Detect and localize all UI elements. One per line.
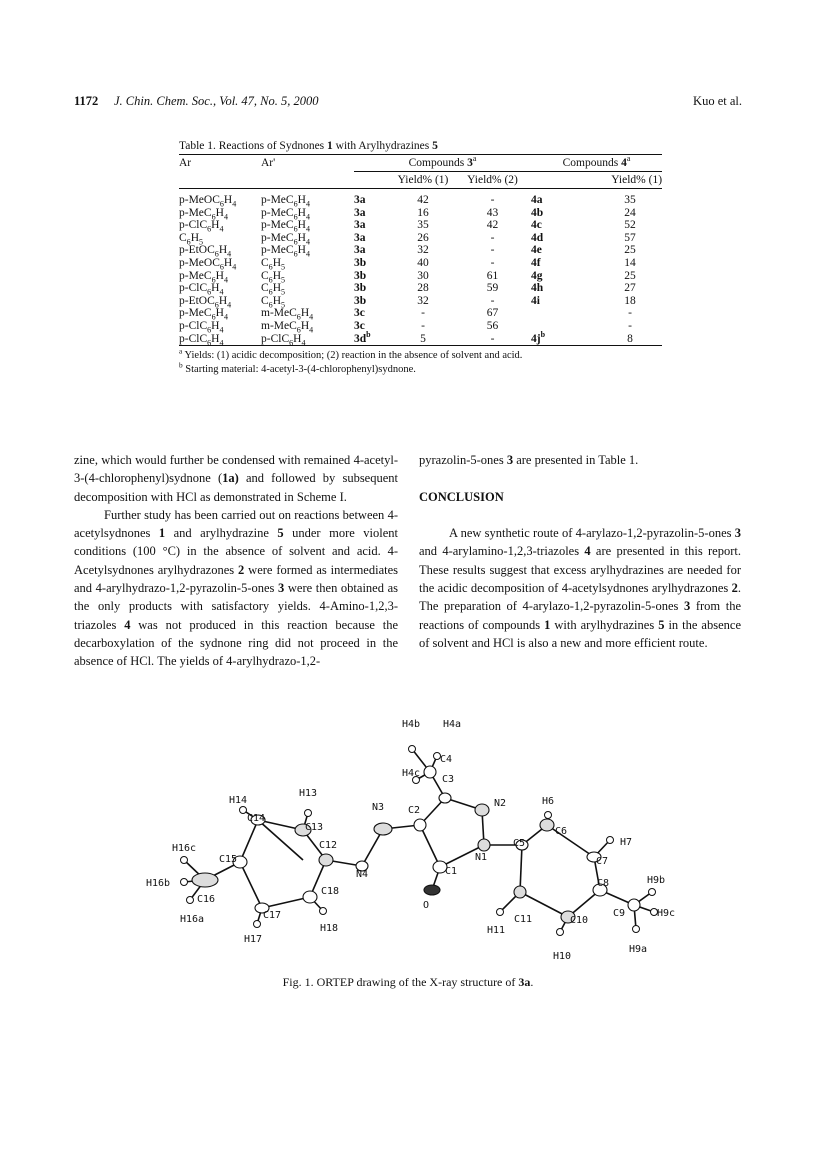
atom-label-c18: C18 [321, 886, 340, 897]
atom-label-o: O [423, 900, 430, 911]
atom-label-h10: H10 [553, 951, 572, 962]
authors: Kuo et al. [693, 94, 742, 108]
cell-ar: $p-MeOC_6H_4$ [179, 256, 237, 272]
cell-yield-1: - [421, 319, 425, 332]
cell-yield-4: 57 [624, 231, 636, 244]
atom-label-h11: H11 [487, 925, 506, 936]
cell-compound-3: 3a [354, 244, 366, 257]
atom-label-c8: C8 [597, 878, 610, 889]
table-footnote-b: $^b$ Starting material: 4-acetyl-3-(4-chlorophenyl)sydnone. [179, 360, 416, 376]
cell-yield-2: 61 [486, 269, 499, 282]
cell-ar: $p-ClC_6H_4$ [179, 333, 261, 346]
col-header-compounds-3: Compounds 3$^a$ [354, 155, 531, 172]
cell-yield-4: 25 [624, 244, 636, 257]
cell-yield-2: 67 [486, 307, 499, 320]
atom-label-h9a: H9a [629, 944, 648, 955]
table-footnote-a: $^a$ Yields: (1) acidic decomposition; (2) reaction in the absence of solvent and acid. [179, 346, 523, 362]
atom-label-c11: C11 [514, 914, 533, 925]
cell-compound-3: 3b [354, 256, 367, 269]
cell-yield-2: 42 [486, 219, 499, 232]
running-header [74, 94, 742, 112]
cell-ar2: $m-MeC_6H_4$ [261, 307, 314, 322]
cell-compound-4: 4i [531, 294, 540, 307]
atom-label-c5: C5 [513, 838, 526, 849]
cell-ar2: $C_6H_5$ [261, 294, 286, 310]
col-header-yield-1: Yield% (1) [392, 172, 454, 189]
table-caption-compound-1: 1 [327, 140, 333, 152]
results-table [179, 154, 662, 346]
table-caption-text-mid: with Arylhydrazines [332, 140, 433, 152]
cell-ar2: $p-MeC_6H_4$ [261, 244, 310, 259]
cell-yield-1: - [421, 307, 425, 320]
cell-compound-4: 4d [531, 231, 544, 244]
cell-yield-2: - [490, 194, 495, 206]
cell-compound-4: 4c [531, 219, 542, 232]
atom-label-h16b: H16b [146, 878, 171, 889]
cell-compound-3: 3b [354, 282, 367, 295]
cell-compound-3: 3a [354, 219, 366, 232]
table-row [179, 232, 662, 245]
table-row [179, 257, 662, 270]
table-row [179, 282, 662, 295]
table-body [179, 189, 662, 346]
cell-yield-4: 24 [624, 206, 636, 219]
cell-ar2: $p-MeC_6H_4$ [261, 231, 310, 247]
cell-compound-3: 3c [354, 307, 365, 320]
atom-label-c4: C4 [440, 754, 453, 765]
table-row [179, 244, 662, 257]
cell-compound-4: 4h [531, 282, 544, 295]
cell-yield-1: 5 [392, 333, 454, 346]
ortep-structure-drawing [140, 712, 680, 962]
right-column [419, 451, 741, 652]
table-caption-text: Table 1. Reactions of Sydnones [179, 140, 328, 152]
col-header-ar2: Ar' [261, 155, 354, 172]
atom-label-c3: C3 [442, 774, 455, 785]
cell-ar: $p-EtOC_6H_4$ [179, 244, 232, 259]
journal-citation: J. Chin. Chem. Soc., Vol. 47, No. 5, 2000 [114, 94, 319, 108]
atom-label-c7: C7 [596, 856, 609, 867]
atom-label-c6: C6 [555, 826, 568, 837]
atom-label-h7: H7 [620, 837, 633, 848]
paragraph-conclusion: A new synthetic route of 4-arylazo-1,2-pyrazolin-5-ones 3 and 4-arylamino-1,2,3-triazoles 4 are presented in this report. These results suggest that excess arylhydrazines are needed for the acidic decomposition of 4-acetylsydnones arylhydrazones 2. The preparation of 4-arylazo-1,2-pyrazolin-5-ones 3 from the reactions of compounds 1 with arylhydrazines 5 in the absence of solvent and HCl is also a new and more efficient route. [419, 526, 741, 650]
page-number: 1172 [74, 94, 99, 108]
cell-yield-2: - [490, 244, 495, 257]
col-header-ar: Ar [179, 155, 261, 172]
cell-yield-2: - [490, 256, 495, 269]
table-row [179, 219, 662, 232]
cell-yield-2: 43 [486, 206, 499, 219]
cell-ar: $C_6H_5$ [179, 231, 204, 247]
cell-ar: $p-EtOC_6H_4$ [179, 294, 232, 310]
atom-ellipsoids [192, 766, 640, 923]
ortep-figure [140, 712, 680, 962]
paragraph-further-study: Further study has been carried out on reactions between 4-acetylsydnones 1 and arylhydrazine 5 under more violent conditions (100 °C) in the absence of solvent and acid. 4-Acetylsydnones arylhydrazones 2 were formed as intermediates and 4-arylhydrazo-1,2-pyrazolin-5-ones 3 were then obtained as the only products with satisfactory yields. 4-Amino-1,2,3-triazoles 4 was not produced in this reaction because the decarboxylation of the sydnone ring did not proceed in the absence of HCl. The yields of 4-arylhydrazo-1,2- [74, 507, 399, 669]
atom-label-c10: C10 [570, 915, 589, 926]
cell-ar: $p-ClC_6H_4$ [179, 319, 224, 335]
cell-compound-3: $3d^b$ [354, 333, 392, 346]
atom-labels [146, 719, 675, 962]
table-row [179, 333, 662, 346]
atom-label-h9c: H9c [657, 908, 676, 919]
atom-label-c17: C17 [263, 910, 282, 921]
atom-label-n2: N2 [494, 798, 507, 809]
cell-yield-2: - [454, 333, 531, 346]
cell-ar2: $p-ClC_6H_4$ [261, 333, 354, 346]
cell-yield-1: 28 [417, 282, 429, 295]
atom-label-c16: C16 [197, 894, 216, 905]
cell-yield-4: - [628, 307, 632, 320]
atom-label-h17: H17 [244, 934, 263, 945]
cell-compound-4: 4e [531, 244, 542, 257]
atom-label-c1: C1 [445, 866, 458, 877]
cell-ar2: $p-MeC_6H_4$ [261, 194, 310, 209]
cell-ar: $p-ClC_6H_4$ [179, 282, 224, 297]
col-header-yield-2: Yield% (2) [454, 172, 531, 189]
table-caption-compound-5: 5 [432, 140, 438, 152]
cell-compound-3: 3b [354, 269, 367, 282]
table-row [179, 295, 662, 308]
cell-ar2: $C_6H_5$ [261, 282, 286, 297]
cell-ar: $p-MeC_6H_4$ [179, 307, 228, 322]
atom-label-n1: N1 [475, 852, 488, 863]
col-header-yield-4: Yield% (1) [576, 172, 662, 189]
atom-label-h16c: H16c [172, 843, 197, 854]
cell-yield-2: 59 [486, 282, 499, 295]
cell-yield-1: 35 [417, 219, 429, 232]
cell-compound-4: 4f [531, 256, 541, 269]
cell-yield-1: 32 [417, 244, 429, 257]
atom-label-h4c: H4c [402, 768, 421, 779]
cell-ar: $p-ClC_6H_4$ [179, 219, 224, 234]
table-1 [179, 138, 662, 377]
cell-compound-3: 3b [354, 294, 367, 307]
cell-compound-3: 3c [354, 319, 365, 332]
atom-label-h4b: H4b [402, 719, 421, 730]
paragraph-continued: zine, which would further be condensed with remained 4-acetyl-3-(4-chlorophenyl)sydnone (1a) and followed by subsequent decomposition with HCl as demonstrated in Scheme I. [74, 453, 398, 504]
atom-label-h6: H6 [542, 796, 555, 807]
cell-ar: $p-MeC_6H_4$ [179, 206, 228, 221]
atom-label-c13: C13 [305, 822, 324, 833]
cell-yield-4: 8 [576, 333, 662, 346]
cell-yield-1: 26 [417, 231, 429, 244]
cell-compound-4: 4b [531, 206, 544, 219]
cell-compound-4 [531, 307, 576, 320]
atom-label-h18: H18 [320, 923, 339, 934]
section-heading-conclusion: CONCLUSION [419, 489, 504, 504]
cell-yield-2: 56 [486, 319, 499, 332]
cell-yield-1: 16 [417, 206, 429, 219]
cell-yield-4: 27 [624, 282, 636, 295]
figure-caption: Fig. 1. ORTEP drawing of the X-ray structure of 3a. [282, 975, 534, 989]
cell-compound-3: 3a [354, 206, 366, 219]
atom-label-h14: H14 [229, 795, 248, 806]
atom-label-n4: N4 [356, 869, 369, 880]
cell-yield-1: 40 [417, 256, 429, 269]
cell-yield-2: - [490, 231, 495, 244]
atom-label-c9: C9 [613, 908, 626, 919]
cell-yield-4: 14 [624, 256, 636, 269]
cell-yield-4: 35 [624, 194, 636, 206]
cell-yield-2: - [490, 294, 495, 307]
cell-compound-4: 4a [531, 194, 543, 206]
cell-ar2: $C_6H_5$ [261, 269, 286, 284]
cell-compound-4: 4g [531, 269, 543, 282]
cell-yield-4: 52 [624, 219, 636, 232]
table-row [179, 307, 662, 320]
cell-ar2: $p-MeC_6H_4$ [261, 219, 310, 234]
cell-yield-4: 25 [624, 269, 636, 282]
cell-yield-4: 18 [624, 294, 636, 307]
atom-label-h13: H13 [299, 788, 318, 799]
table-caption [179, 138, 662, 154]
table-row [179, 207, 662, 220]
cell-compound-4: $4j^b$ [531, 333, 576, 346]
table-row [179, 320, 662, 333]
atom-label-h4a: H4a [443, 719, 462, 730]
paragraph-yields-reference: pyrazolin-5-ones 3 are presented in Table 1. [419, 453, 639, 467]
cell-compound-3: 3a [354, 194, 366, 206]
cell-ar: $p-MeOC_6H_4$ [179, 194, 237, 209]
table-row [179, 189, 662, 207]
cell-yield-1: 30 [417, 269, 429, 282]
atom-label-c2: C2 [408, 805, 421, 816]
atom-label-c15: C15 [219, 854, 238, 865]
atom-label-c14: C14 [247, 813, 266, 824]
cell-yield-4: - [628, 319, 632, 332]
atom-label-c12: C12 [319, 840, 338, 851]
cell-ar2: $m-MeC_6H_4$ [261, 319, 314, 335]
cell-ar: $p-MeC_6H_4$ [179, 269, 228, 284]
table-row [179, 270, 662, 283]
atom-label-n3: N3 [372, 802, 385, 813]
atom-label-h9b: H9b [647, 875, 666, 886]
cell-compound-4 [531, 320, 576, 333]
col-header-compounds-4: Compounds 4$^a$ [531, 155, 662, 172]
left-column [74, 451, 398, 671]
cell-yield-1: 42 [417, 194, 429, 206]
atom-label-h16a: H16a [180, 914, 205, 925]
cell-yield-1: 32 [417, 294, 429, 307]
cell-ar2: $p-MeC_6H_4$ [261, 206, 310, 221]
cell-ar2: $C_6H_5$ [261, 256, 286, 272]
cell-compound-3: 3a [354, 231, 366, 244]
